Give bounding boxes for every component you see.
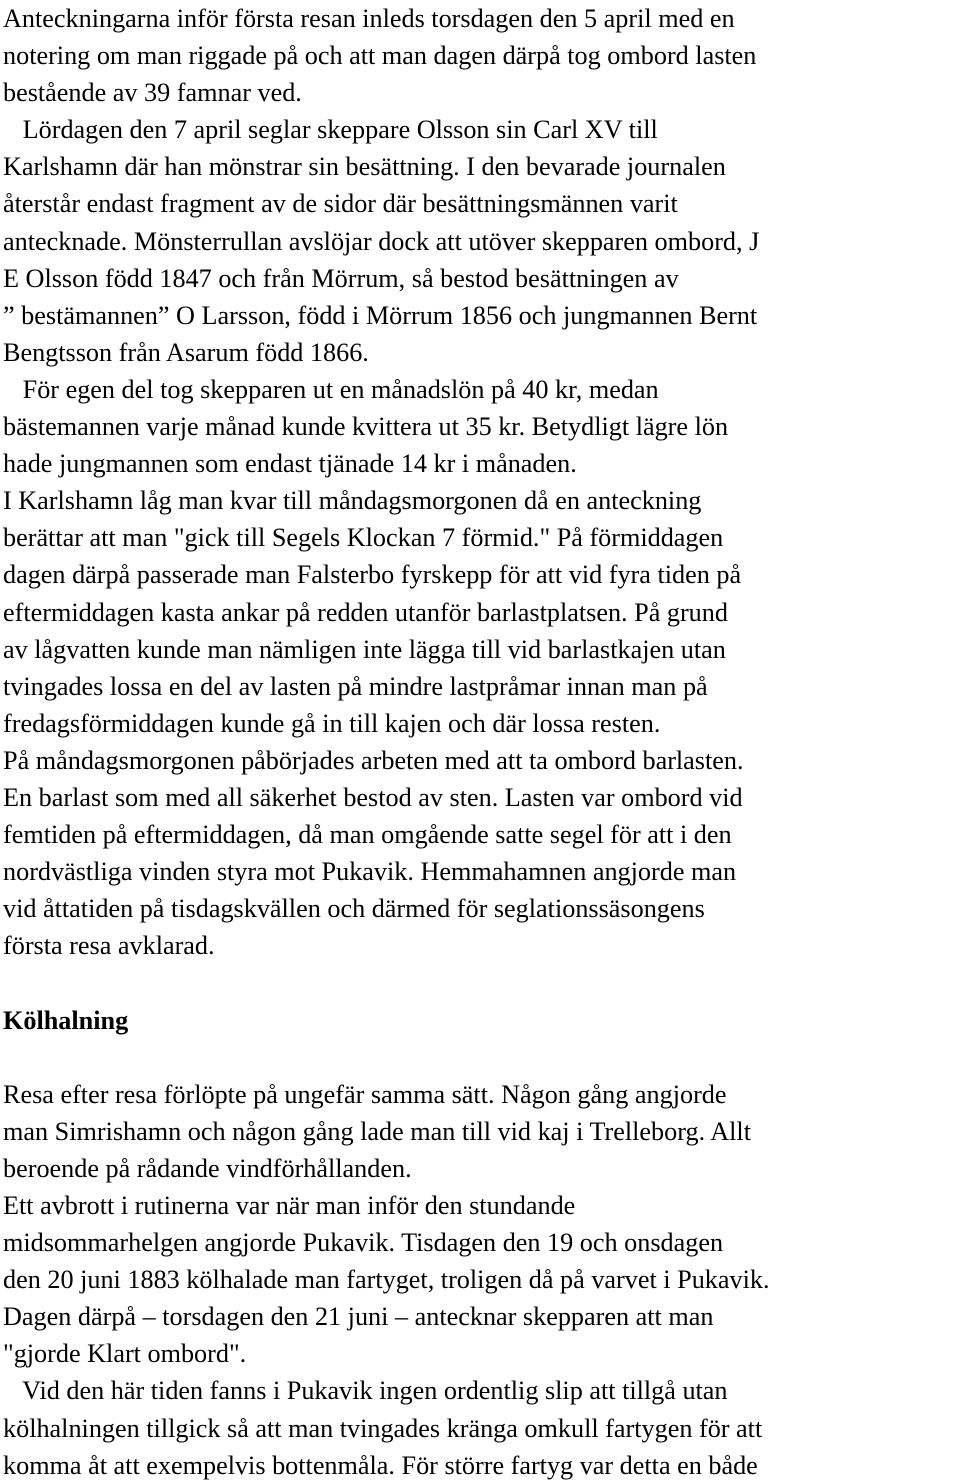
text-line: återstår endast fragment av de sidor där besättningsmännen varit — [3, 189, 678, 219]
text-line: Karlshamn där han mönstrar sin besättning. I den bevarade journalen — [3, 152, 726, 182]
section-voyage-one — [3, 0, 958, 964]
section-heading: Kölhalning — [3, 1005, 129, 1035]
text-line: beroende på rådande vindförhållanden. — [3, 1153, 412, 1183]
text-line: första resa avklarad. — [3, 931, 215, 961]
text-line: hade jungmannen som endast tjänade 14 kr i månaden. — [3, 449, 577, 479]
text-line: På måndagsmorgonen påbörjades arbeten med att ta ombord barlasten. — [3, 745, 744, 775]
text-line: den 20 juni 1883 kölhalade man fartyget, troligen då på varvet i Pukavik. — [3, 1265, 770, 1295]
text-line: komma åt att exempelvis bottenmåla. För större fartyg var detta en både — [3, 1450, 758, 1480]
text-line: För egen del tog skepparen ut en månadslön på 40 kr, medan — [3, 374, 659, 404]
spacer — [3, 964, 958, 1001]
text-line: dagen därpå passerade man Falsterbo fyrskepp för att vid fyra tiden på — [3, 560, 742, 590]
text-line: vid åttatiden på tisdagskvällen och därmed för seglationssäsongens — [3, 894, 705, 924]
text-line: femtiden på eftermiddagen, då man omgående satte segel för att i den — [3, 820, 732, 850]
text-line: kölhalningen tillgick så att man tvingades kränga omkull fartygen för att — [3, 1413, 763, 1443]
text-line: antecknade. Mönsterrullan avslöjar dock att utöver skepparen ombord, J — [3, 226, 760, 256]
text-line: En barlast som med all säkerhet bestod av sten. Lasten var ombord vid — [3, 782, 743, 812]
text-line: midsommarhelgen angjorde Pukavik. Tisdagen den 19 och onsdagen — [3, 1228, 724, 1258]
text-line: Ett avbrott i rutinerna var när man inför den stundande — [3, 1191, 576, 1220]
text-line: man Simrishamn och någon gång lade man till vid kaj i Trelleborg. Allt — [3, 1116, 751, 1146]
text-line: "gjorde Klart ombord". — [3, 1339, 247, 1369]
text-line: I Karlshamn låg man kvar till måndagsmorgonen då en anteckning — [3, 486, 702, 516]
text-line: nordvästliga vinden styra mot Pukavik. Hemmahamnen angjorde man — [3, 857, 737, 887]
spacer — [3, 1039, 958, 1076]
text-line: bästemannen varje månad kunde kvittera ut 35 kr. Betydligt lägre lön — [3, 412, 729, 442]
text-line: fredagsförmiddagen kunde gå in till kajen och där lossa resten. — [3, 708, 661, 738]
text-line: Dagen därpå – torsdagen den 21 juni – antecknar skepparen att man — [3, 1302, 714, 1332]
text-line: berättar att man "gick till Segels Klockan 7 förmid." På förmiddagen — [3, 523, 724, 553]
text-line: bestående av 39 famnar ved. — [3, 78, 302, 108]
text-line: Anteckningarna inför första resan inleds torsdagen den 5 april med en — [3, 4, 735, 33]
section-keel-hauling — [3, 1076, 958, 1484]
text-line: tvingades lossa en del av lasten på mindre lastpråmar innan man på — [3, 671, 708, 701]
text-line: ” bestämannen” O Larsson, född i Mörrum 1856 och jungmannen Bernt — [3, 300, 758, 330]
text-line: notering om man riggade på och att man dagen därpå tog ombord lasten — [3, 41, 757, 71]
text-line: Resa efter resa förlöpte på ungefär samma sätt. Någon gång angjorde — [3, 1079, 727, 1109]
text-line: Lördagen den 7 april seglar skeppare Olsson sin Carl XV till — [3, 115, 658, 145]
text-line: Bengtsson från Asarum född 1866. — [3, 337, 369, 367]
text-line: E Olsson född 1847 och från Mörrum, så bestod besättningen av — [3, 263, 679, 293]
text-line: Vid den här tiden fanns i Pukavik ingen ordentlig slip att tillgå utan — [3, 1376, 728, 1406]
text-line: eftermiddagen kasta ankar på redden utanför barlastplatsen. På grund — [3, 597, 728, 627]
text-line: av lågvatten kunde man nämligen inte lägga till vid barlastkajen utan — [3, 634, 726, 664]
document-page — [3, 0, 958, 1484]
